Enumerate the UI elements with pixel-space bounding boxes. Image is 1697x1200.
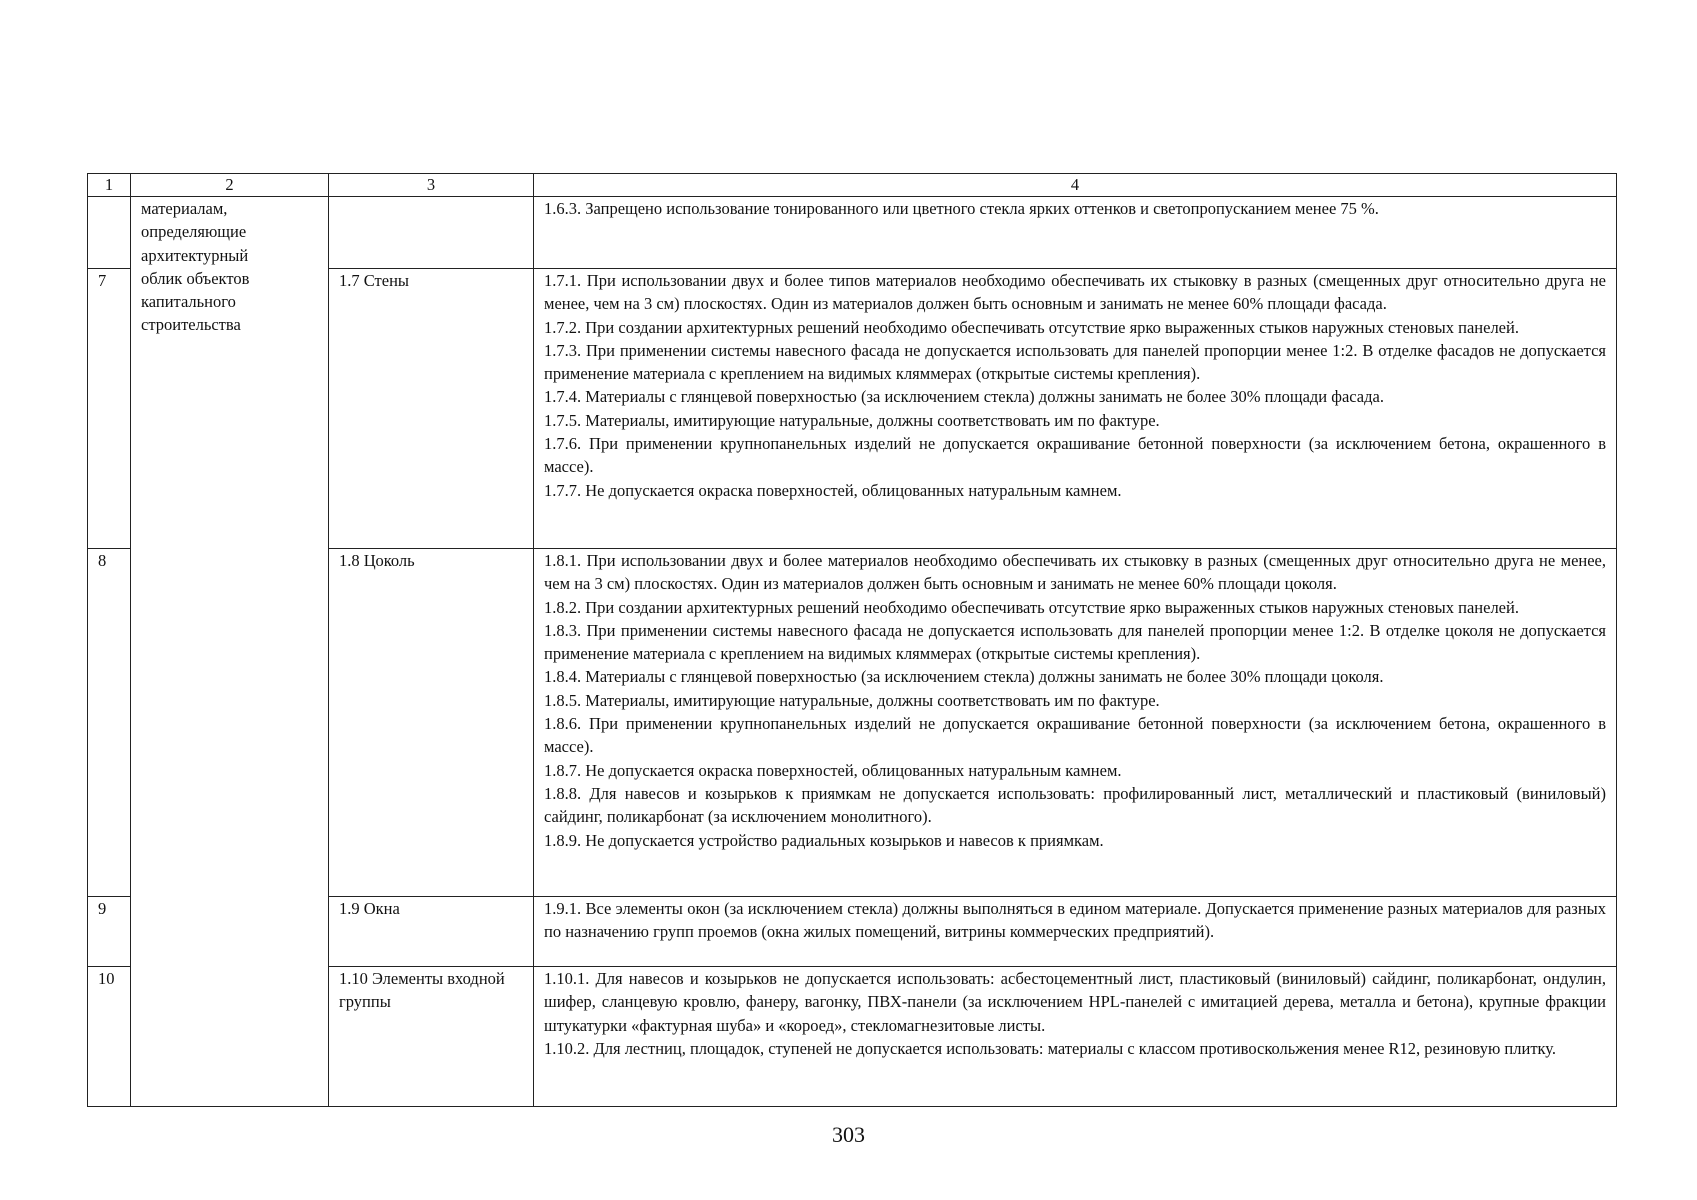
requirement-item: 1.9.1. Все элементы окон (за исключением стекла) должны выполняться в едином материале. Допускается применение разных материалов для разных по назначению групп проемов (окна жилых помещений, витрины коммерческих предприятий). xyxy=(544,899,1606,942)
requirement-item: 1.6.3. Запрещено использование тонированного или цветного стекла ярких оттенков и светопропусканием менее 75 %. xyxy=(544,199,1379,218)
header-col-2: 2 xyxy=(131,174,329,197)
section-name: 1.10 Элементы входной группы xyxy=(329,967,534,1107)
requirement-item: 1.8.9. Не допускается устройство радиальных козырьков и навесов к приямкам. xyxy=(544,830,1104,850)
requirement-item: 1.7.6. При применении крупнопанельных изделий не допускается окрашивание бетонной поверхности (за исключением бетона, окрашенного в массе). xyxy=(544,434,1606,477)
row-number: 8 xyxy=(88,549,131,897)
section-name: 1.9 Окна xyxy=(329,897,534,967)
section-name xyxy=(329,197,534,269)
requirement-item: 1.8.5. Материалы, имитирующие натуральные, должны соответствовать им по фактуре. xyxy=(544,690,1160,710)
table-row xyxy=(88,197,1617,269)
requirement-item: 1.8.8. Для навесов и козырьков к приямкам не допускается использовать: профилированный лист, металлический и пластиковый (виниловый) сайдинг, поликарбонат (за исключением монолитного). xyxy=(544,783,1606,827)
requirement-item: 1.7.5. Материалы, имитирующие натуральные, должны соответствовать им по фактуре. xyxy=(544,410,1160,430)
row-number: 10 xyxy=(88,967,131,1107)
row-number: 9 xyxy=(88,897,131,967)
requirement-item: 1.8.2. При создании архитектурных решений необходимо обеспечивать отсутствие ярко выраженных стыков наружных стеновых панелей. xyxy=(544,597,1519,617)
requirement-item: 1.8.7. Не допускается окраска поверхностей, облицованных натуральным камнем. xyxy=(544,760,1122,780)
requirements-cell xyxy=(534,197,1617,269)
requirements-cell xyxy=(534,967,1617,1107)
requirements-cell xyxy=(534,897,1617,967)
requirements-table xyxy=(87,173,1617,1107)
requirement-item: 1.7.2. При создании архитектурных решений необходимо обеспечивать отсутствие ярко выраженных стыков наружных стеновых панелей. xyxy=(544,317,1519,337)
requirements-cell xyxy=(534,549,1617,897)
table-header xyxy=(88,174,1617,197)
requirement-item: 1.8.3. При применении системы навесного фасада не допускается использовать для панелей пропорции менее 1:2. В отделке цоколя не допускается применение материала с креплением на видимых кляммерах (открытые системы крепления). xyxy=(544,620,1606,664)
requirement-item: 1.10.2. Для лестниц, площадок, ступеней не допускается использовать: материалы с классом противоскольжения менее R12, резиновую плитку. xyxy=(544,1038,1557,1058)
header-col-4: 4 xyxy=(534,174,1617,197)
header-col-3: 3 xyxy=(329,174,534,197)
header-row xyxy=(88,174,1617,197)
requirement-item: 1.10.1. Для навесов и козырьков не допускается использовать: асбестоцементный лист, пластиковый (виниловый) сайдинг, поликарбонат, ондулин, шифер, сланцевую кровлю, фанеру, вагонку, ПВХ-панели (за исключением HPL-панелей с имитацией дерева, металла и бетона), крупные фракции штукатурки «фактурная шуба» и «короед», стекломагнезитовые листы. xyxy=(544,969,1606,1035)
requirement-item: 1.7.4. Материалы с глянцевой поверхностью (за исключением стекла) должны занимать не более 30% площади фасада. xyxy=(544,387,1384,407)
requirement-item: 1.7.3. При применении системы навесного фасада не допускается использовать для панелей пропорции менее 1:2. В отделке фасадов не допускается применение материала с креплением на видимых кляммерах (открытые системы крепления). xyxy=(544,340,1606,384)
requirement-item: 1.8.4. Материалы с глянцевой поверхностью (за исключением стекла) должны занимать не более 30% площади цоколя. xyxy=(544,667,1384,687)
requirement-item: 1.7.1. При использовании двух и более типов материалов необходимо обеспечивать их стыковку в разных (смещенных друг относительно друга не менее, чем на 3 см) плоскостях. Один из материалов должен быть основным и занимать не менее 60% площади фасада. xyxy=(544,271,1606,314)
requirements-cell xyxy=(534,269,1617,549)
requirement-item: 1.8.1. При использовании двух и более материалов необходимо обеспечивать их стыковку в разных (смещенных друг относительно друга не менее, чем на 3 см) плоскостях. Один из материалов должен быть основным и занимать не менее 60% площади цоколя. xyxy=(544,551,1606,594)
requirement-item: 1.7.7. Не допускается окраска поверхностей, облицованных натуральным камнем. xyxy=(544,480,1122,500)
page-number: 303 xyxy=(832,1122,865,1147)
section-name: 1.7 Стены xyxy=(329,269,534,549)
category-cell xyxy=(131,197,329,1107)
requirement-item: 1.8.6. При применении крупнопанельных изделий не допускается окрашивание бетонной поверхности (за исключением бетона, окрашенного в массе). xyxy=(544,714,1606,757)
section-name: 1.8 Цоколь xyxy=(329,549,534,897)
row-number xyxy=(88,197,131,269)
header-col-1: 1 xyxy=(88,174,131,197)
row-number: 7 xyxy=(88,269,131,549)
category-text: материалам, определяющие архитектурный облик объектов капитального строительства xyxy=(141,199,250,335)
table-body xyxy=(88,197,1617,1107)
